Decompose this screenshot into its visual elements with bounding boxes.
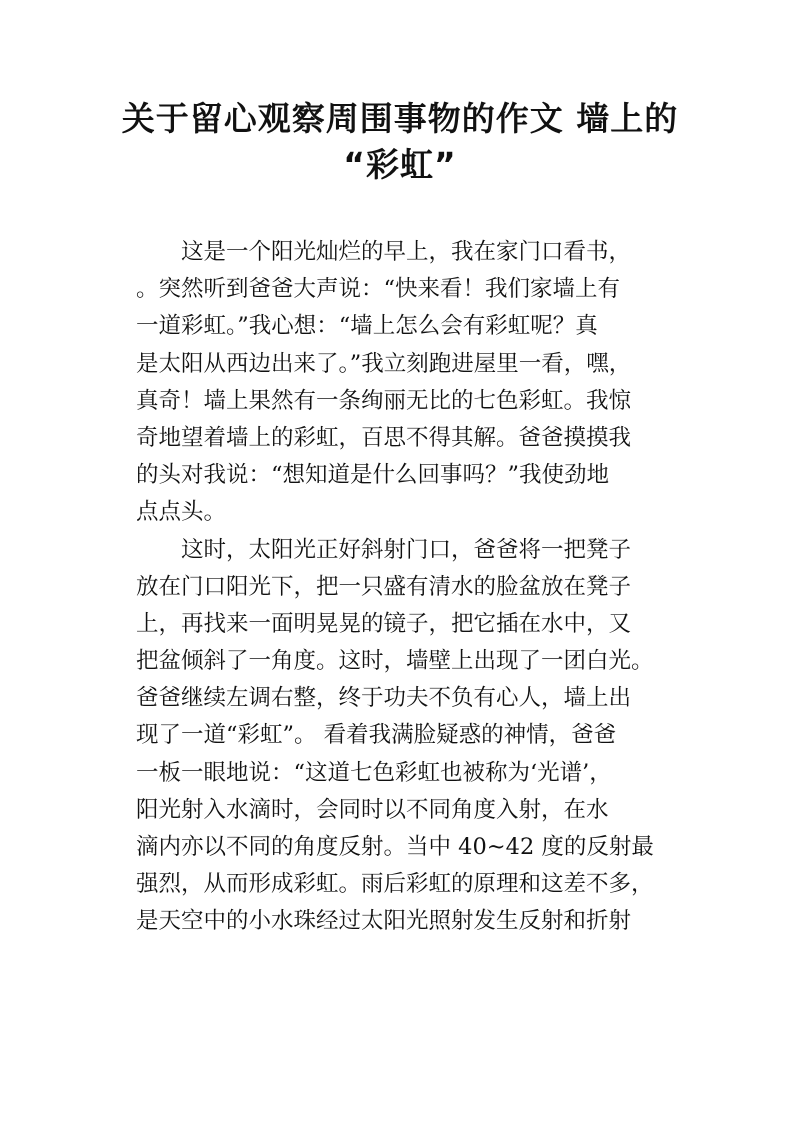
text-line: 爸爸继续左调右整，终于功夫不负有心人，墙上出 <box>136 685 632 712</box>
document-title <box>100 96 700 188</box>
text-line: 一道彩虹。”我心想：“墙上怎么会有彩虹呢？真 <box>136 313 598 340</box>
text-line: 是太阳从西边出来了。”我立刻跑进屋里一看，嘿， <box>136 350 632 377</box>
text-line: 的头对我说：“想知道是什么回事吗？”我使劲地 <box>136 462 610 489</box>
text-line: 。突然听到爸爸大声说：“快来看！我们家墙上有 <box>136 276 621 303</box>
text-line: 一板一眼地说：“这道七色彩虹也被称为‘光谱’， <box>136 759 612 786</box>
text-line: 是天空中的小水珠经过太阳光照射发生反射和折射 <box>136 908 632 935</box>
text-line: 点点头。 <box>136 499 227 526</box>
text-line: 奇地望着墙上的彩虹，百思不得其解。爸爸摸摸我 <box>136 424 632 451</box>
text-line: 阳光射入水滴时，会同时以不同角度入射，在水 <box>136 796 609 823</box>
text-line: 这时，太阳光正好斜射门口，爸爸将一把凳子 <box>136 536 632 563</box>
text-line: 把盆倾斜了一角度。这时，墙壁上出现了一团白光。 <box>136 648 654 675</box>
title-line-2: “彩虹” <box>343 145 457 184</box>
text-line: 现了一道“彩虹”。 看着我满脸疑惑的神情，爸爸 <box>136 722 617 749</box>
text-line: 滴内亦以不同的角度反射。当中 40~42 度的反射最 <box>136 834 654 860</box>
text-line: 真奇！墙上果然有一条绚丽无比的七色彩虹。我惊 <box>136 387 632 414</box>
paragraph-2 <box>136 532 668 941</box>
title-line-1: 关于留心观察周围事物的作文 墙上的 <box>121 99 679 138</box>
text-line: 上，再找来一面明晃晃的镜子，把它插在水中，又 <box>136 610 632 637</box>
document-body <box>136 234 668 941</box>
text-line: 强烈，从而形成彩虹。雨后彩虹的原理和这差不多， <box>136 871 654 898</box>
paragraph-1 <box>136 234 668 532</box>
text-line: 这是一个阳光灿烂的早上，我在家门口看书， <box>136 239 632 265</box>
text-line: 放在门口阳光下，把一只盛有清水的脸盆放在凳子 <box>136 573 632 600</box>
